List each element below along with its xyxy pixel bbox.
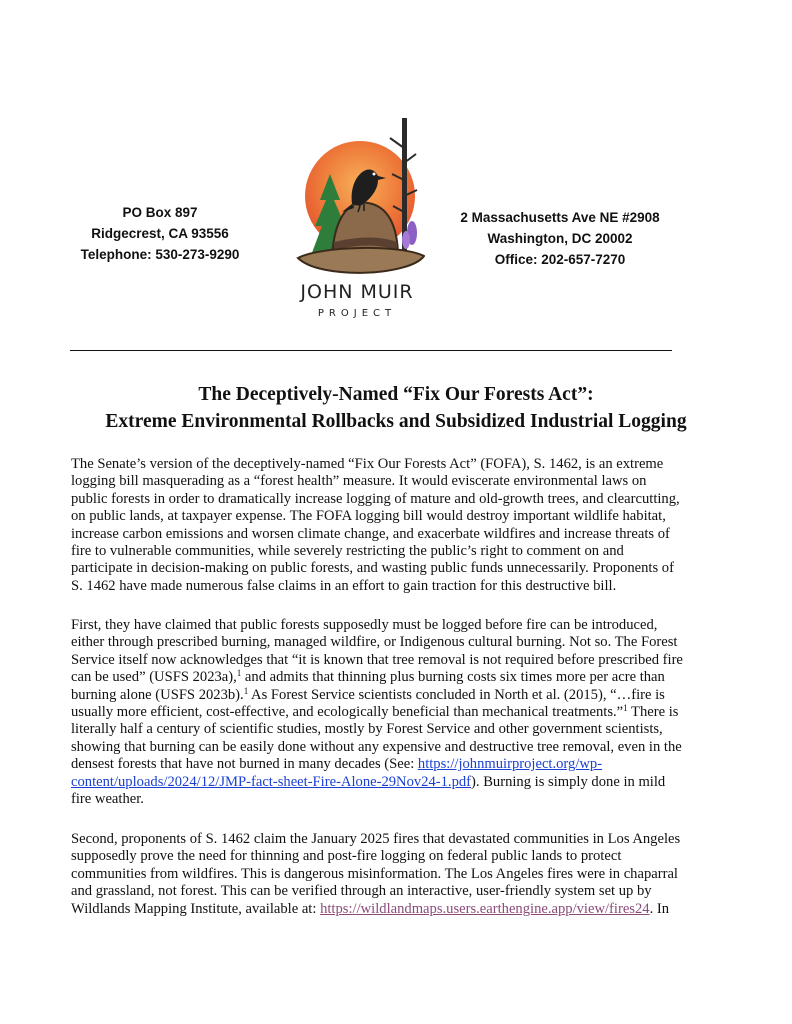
- p2-text: There is: [627, 704, 679, 721]
- logo-subtitle: PROJECT: [317, 308, 397, 319]
- city-state-zip: Ridgecrest, CA 93556: [91, 226, 229, 241]
- office-phone: Office: 202-657-7270: [494, 252, 626, 267]
- p1-line: The Senate’s version of the deceptively-named “Fix Our Forests Act” (FOFA), S. 1462, is an extreme: [71, 456, 664, 472]
- p2-line: showing that burning can be easily done without any expensive and destructive tree removal, even in the: [71, 738, 682, 755]
- p2-text: can be used” (USFS 2023a),: [71, 669, 237, 686]
- p2-line: either through prescribed burning, managed wildfire, or Indigenous cultural burning. Not so. The Forest: [71, 634, 678, 651]
- p2-text: As Forest Service scientists concluded in North et al. (2015), “…fire is: [248, 686, 665, 703]
- paragraph-1: [71, 456, 731, 595]
- p1-line: logging bill masquerading as a “forest health” measure. It would eviscerate environmental laws on: [71, 473, 647, 490]
- left-address-block: [72, 202, 248, 265]
- logo-name: JOHN MUIR: [300, 281, 414, 303]
- wildland-maps-link[interactable]: https://wildlandmaps.users.earthengine.app/view/fires24: [320, 900, 650, 917]
- p2-line: [71, 669, 731, 686]
- p1-line: increase carbon emissions and worsen climate change, and exacerbate wildfires and increase threats of: [71, 525, 670, 542]
- p2-line: [71, 774, 731, 791]
- po-box: PO Box 897: [122, 205, 198, 220]
- p2-text: usually more efficient, cost-effective, and ecologically beneficial than mechanical treatments.”: [71, 704, 624, 721]
- document-title-line2: Extreme Environmental Rollbacks and Subsidized Industrial Logging: [105, 411, 687, 432]
- street-address: 2 Massachusetts Ave NE #2908: [460, 210, 660, 225]
- p2-line: Service itself now acknowledges that “it is known that tree removal is not required before prescribed fire: [71, 651, 683, 668]
- p2-line: [71, 687, 731, 704]
- p1-line: on public lands, at taxpayer expense. The FOFA logging bill would destroy important wildlife habitat,: [71, 508, 666, 525]
- p2-text: burning alone (USFS 2023b).: [71, 686, 244, 703]
- paragraph-2: [71, 617, 731, 808]
- footnote-mark[interactable]: 1: [243, 685, 249, 696]
- header-divider: [70, 350, 672, 351]
- p2-line: [71, 756, 731, 773]
- right-address-block: [452, 207, 668, 270]
- city-state-zip-dc: Washington, DC 20002: [487, 231, 633, 246]
- footnote-mark[interactable]: 1: [623, 703, 628, 714]
- fire-alone-fact-sheet-link[interactable]: https://johnmuirproject.org/wp-: [417, 756, 603, 773]
- p3-line: [71, 901, 731, 918]
- p3-line: and grassland, not forest. This can be verified through an interactive, user-friendly system set up by: [71, 883, 652, 900]
- p3-text: . In: [649, 900, 670, 917]
- p2-text: and admits that thinning plus burning costs six times more per acre than: [241, 669, 665, 686]
- document-title-line1: The Deceptively-Named “Fix Our Forests Act”:: [198, 384, 594, 405]
- p2-line: fire weather.: [71, 791, 144, 808]
- john-muir-project-logo: [290, 108, 425, 323]
- p2-line: literally half a century of scientific studies, mostly by Forest Service and other government scientists,: [71, 721, 663, 738]
- p2-text: densest forests that have not burned in many decades (See:: [71, 756, 418, 773]
- p3-text: Wildlands Mapping Institute, available at:: [71, 900, 321, 917]
- p1-line: S. 1462 have made numerous false claims in an effort to gain traction for this destructive bill.: [71, 577, 617, 594]
- paragraph-3: [71, 831, 731, 918]
- p1-line: fire to vulnerable communities, while severely restricting the public’s right to comment on and: [71, 543, 624, 560]
- telephone: Telephone: 530-273-9290: [80, 247, 240, 262]
- p2-line: First, they have claimed that public forests supposedly must be logged before fire can be introduced,: [71, 617, 658, 633]
- logo-icon: [290, 108, 425, 323]
- p2-line: [71, 704, 731, 721]
- p3-line: supposedly prove the need for thinning and post-fire logging on federal public lands to protect: [71, 848, 622, 865]
- p1-line: public forests in order to dramatically increase logging of mature and old-growth trees, and clearcutting,: [71, 490, 680, 507]
- p3-line: communities from wildfires. This is dangerous misinformation. The Los Angeles fires were in chaparral: [71, 865, 678, 882]
- fire-alone-fact-sheet-link-cont[interactable]: content/uploads/2024/12/JMP-fact-sheet-Fire-Alone-29Nov24-1.pdf: [71, 773, 472, 790]
- footnote-mark[interactable]: 1: [236, 668, 242, 679]
- p1-line: participate in decision-making on public forests, and wasting public funds unnecessarily. Proponents of: [71, 560, 674, 577]
- p2-text: ). Burning is simply done in mild: [471, 773, 666, 790]
- p3-line: Second, proponents of S. 1462 claim the January 2025 fires that devastated communities in Los Angeles: [71, 831, 681, 847]
